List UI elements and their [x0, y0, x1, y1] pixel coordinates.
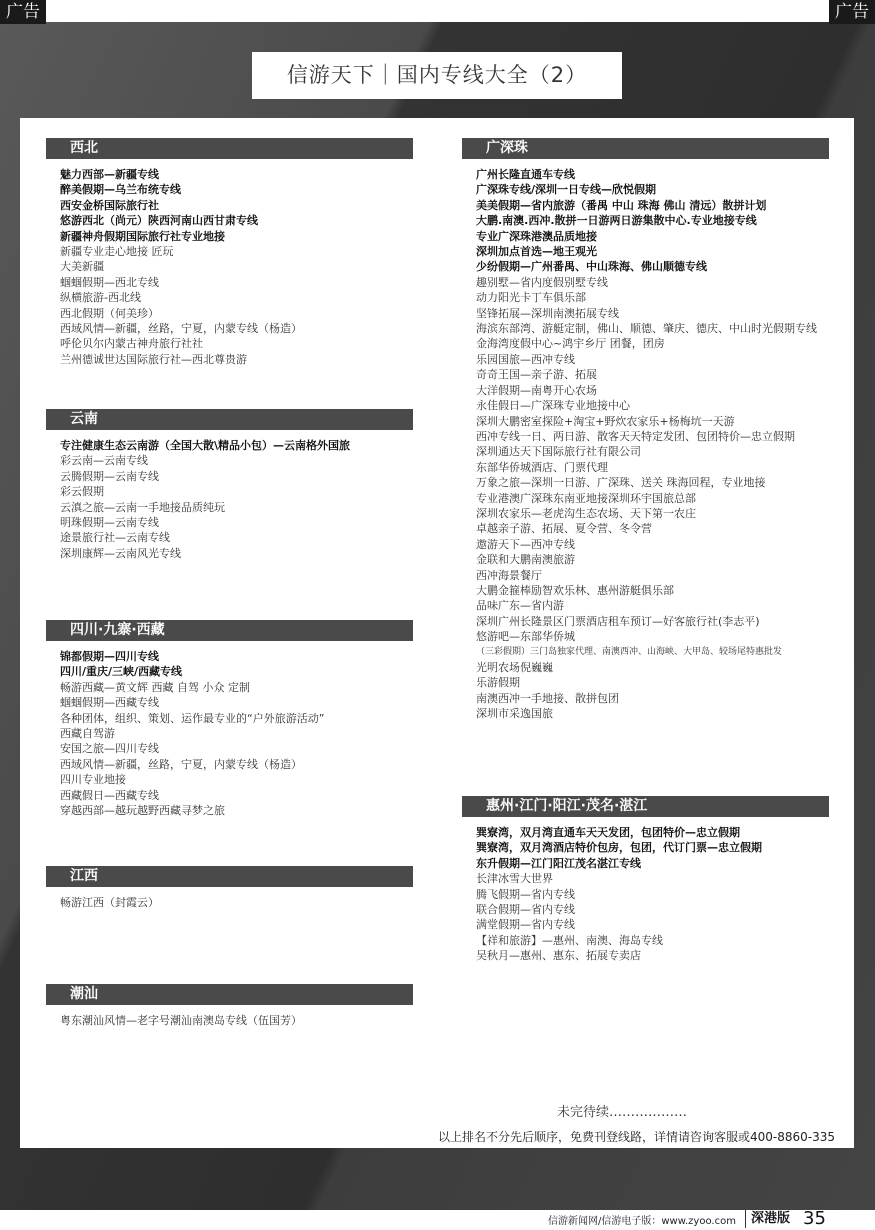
listing-item: 长津冰雪大世界 [476, 872, 553, 886]
listing-list [462, 825, 829, 964]
listing-item: 腾飞假期—省内专线 [476, 887, 575, 901]
listing-item: 彩云南—云南专线 [60, 454, 148, 468]
listing-item: 光明农场倪巍巍 [476, 661, 553, 674]
listing-item: 深圳农家乐—老虎沟生态农场、天下第一农庄 [476, 506, 696, 520]
listing-item: 广深珠专线/深圳一日专线—欣悦假期 [476, 183, 657, 197]
listing-item: 满堂假期—省内专线 [476, 918, 575, 932]
section-heading: 四川·九寨·西藏 [46, 620, 413, 641]
listing-item: 奇奇王国—亲子游、拓展 [476, 368, 597, 382]
listing-item: 坚锋拓展—深圳南澳拓展专线 [476, 306, 619, 320]
footer-site: 信游新闻网/信游电子版：www.zyoo.com [548, 1216, 736, 1227]
listing-item: 明珠假期—云南专线 [60, 516, 159, 530]
listing-list [46, 895, 413, 910]
listing-item: 遨游天下—西冲专线 [476, 537, 575, 551]
listing-item: 东升假期—江门阳江茂名湛江专线 [476, 856, 641, 870]
section-heading: 惠州·江门·阳江·茂名·湛江 [462, 796, 829, 817]
listing-item: 大鹏金箍棒励智欢乐林、惠州游艇俱乐部 [476, 583, 674, 597]
listing-item: 四川/重庆/三峡/西藏专线 [60, 665, 183, 679]
listing-item: 深圳加点首选—地王观光 [476, 245, 597, 259]
listing-item: 西安金桥国际旅行社 [60, 198, 159, 212]
listing-item: 广州长隆直通车专线 [476, 168, 575, 181]
listing-item: 纵横旅游-西北线 [60, 291, 141, 305]
listing-item: 西藏假日—西藏专线 [60, 788, 159, 802]
section [462, 796, 829, 964]
listing-item: 云滇之旅—云南一手地接品质纯玩 [60, 500, 225, 514]
listing-item: 专业港澳广深珠东南亚地接深圳环宇国旅总部 [476, 491, 696, 505]
listing-item: 西冲海景餐厅 [476, 568, 542, 582]
content-panel [20, 118, 854, 1148]
listing-item: 卓越亲子游、拓展、夏令营、冬令营 [476, 522, 652, 536]
listing-item: 大洋假期—南粤开心农场 [476, 383, 597, 397]
section [46, 984, 413, 1028]
listing-item: 专注健康生态云南游（全国大散\精品小包）—云南格外国旅 [60, 439, 351, 452]
listing-item: 万象之旅—深圳一日游、广深珠、送关 珠海回程，专业地接 [476, 476, 766, 490]
listing-item: 悠游吧—东部华侨城 [476, 630, 575, 644]
listing-item: 蝈蝈假期—西北专线 [60, 275, 159, 289]
listing-item: 永佳假日—广深珠专业地接中心 [476, 399, 630, 413]
section-heading: 潮汕 [46, 984, 413, 1005]
listing-list [46, 167, 413, 367]
section-heading: 江西 [46, 866, 413, 887]
section [462, 138, 829, 722]
listing-note: 以上排名不分先后顺序，免费刊登线路，详情请咨询客服或400-8860-335 [438, 1130, 836, 1144]
listing-item: 金海湾度假中心~鸿宇乡厅 团餐，团房 [476, 337, 665, 351]
listing-item: 大美新疆 [60, 260, 104, 274]
listing-item: 悠游西北（尚元）陕西河南山西甘肃专线 [60, 214, 258, 228]
listing-item: 西冲专线一日、两日游、散客天天特定发团、包团特价—忠立假期 [476, 429, 795, 443]
listing-item: 彩云假期 [60, 485, 104, 499]
ad-label-left: 广告 [0, 0, 46, 24]
listing-item: 深圳市采逸国旅 [476, 707, 553, 721]
listing-list [46, 649, 413, 818]
listing-item: 少纷假期—广州番禺、中山珠海、佛山顺德专线 [476, 260, 707, 274]
listing-item: 东部华侨城酒店、门票代理 [476, 460, 608, 474]
listing-item: 安国之旅—四川专线 [60, 742, 159, 756]
listing-item: 穿越西部—越玩越野西藏寻梦之旅 [60, 804, 225, 818]
listing-item: 深圳广州长隆景区门票酒店租车预订—好客旅行社(李志平) [476, 614, 760, 628]
listing-item: 畅游江西（封霞云） [60, 896, 159, 909]
section [46, 620, 413, 818]
listing-item: 金联和大鹏南澳旅游 [476, 553, 575, 567]
listing-item: 西藏自驾游 [60, 727, 115, 741]
listing-item: 南澳西冲一手地接、散拼包团 [476, 691, 619, 705]
listing-item: （三彩假期）三门岛独家代理、南澳西冲、山海峡、大甲岛、较场尾特惠批发 [476, 646, 783, 657]
section [46, 138, 413, 367]
listing-item: 途景旅行社—云南专线 [60, 531, 170, 545]
page-number: 35 [803, 1208, 826, 1229]
footer-edition: 深港版 [745, 1210, 790, 1228]
listing-item: 云腾假期—云南专线 [60, 469, 159, 483]
listing-item: 乐园国旅—西冲专线 [476, 352, 575, 366]
listing-item: 新疆专业走心地接 匠玩 [60, 245, 174, 259]
listing-item: 巽寮湾，双月湾直通车天天发团，包团特价—忠立假期 [476, 826, 740, 839]
listing-item: 动力阳光卡丁车俱乐部 [476, 291, 586, 305]
section-heading: 云南 [46, 409, 413, 430]
listing-item: 蝈蝈假期—西藏专线 [60, 696, 159, 710]
listing-item: 深圳康辉—云南风光专线 [60, 546, 181, 560]
listing-item: 各种团体，组织、策划、运作最专业的“户外旅游活动” [60, 711, 325, 725]
listing-item: 海滨东部湾、游艇定制，佛山、顺德、肇庆、德庆、中山时光假期专线 [476, 322, 817, 336]
listing-item: 乐游假期 [476, 676, 520, 690]
listing-item: 吴秋月—惠州、惠东、拓展专卖店 [476, 949, 641, 963]
to-be-continued: 未完待续……………… [557, 1105, 688, 1120]
listing-item: 新疆神舟假期国际旅行社专业地接 [60, 229, 225, 243]
section-heading: 广深珠 [462, 138, 829, 159]
listing-item: 醉美假期—乌兰布统专线 [60, 183, 181, 197]
listing-item: 趣别墅—省内度假别墅专线 [476, 275, 608, 289]
listing-list [462, 167, 829, 722]
listing-item: 西域风情—新疆，丝路，宁夏，内蒙专线（杨造） [60, 322, 302, 336]
listing-item: 美美假期—省内旅游（番禺 中山 珠海 佛山 清远）散拼计划 [476, 198, 767, 212]
listing-item: 呼伦贝尔内蒙古神舟旅行社社 [60, 337, 203, 351]
listing-item: 锦都假期—四川专线 [60, 650, 159, 663]
listing-item: 西北假期（何美珍） [60, 306, 159, 320]
listing-item: 大鹏.南澳.西冲.散拼一日游两日游集散中心.专业地接专线 [476, 214, 757, 228]
listing-item: 联合假期—省内专线 [476, 903, 575, 917]
listing-item: 畅游西藏—黄文辉 西藏 自驾 小众 定制 [60, 680, 250, 694]
top-white-strip [0, 0, 875, 22]
section-heading: 西北 [46, 138, 413, 159]
listing-item: 粤东潮汕风情—老字号潮汕南澳岛专线（伍国芳） [60, 1014, 302, 1027]
listing-item: 专业广深珠港澳品质地接 [476, 229, 597, 243]
listing-item: 四川专业地接 [60, 773, 126, 787]
listing-item: 西域风情—新疆，丝路，宁夏，内蒙专线（杨造） [60, 757, 302, 771]
listing-list [46, 1013, 413, 1028]
listing-item: 【祥和旅游】—惠州、南澳、海岛专线 [476, 933, 663, 947]
listing-item: 深圳大鹏密室探险+淘宝+野炊农家乐+杨梅坑一天游 [476, 414, 735, 428]
page-title: 信游天下｜国内专线大全（2） [252, 52, 622, 99]
listing-item: 魅力西部—新疆专线 [60, 168, 159, 181]
listing-item: 深圳通达天下国际旅行社有限公司 [476, 445, 641, 459]
section [46, 866, 413, 910]
section [46, 409, 413, 561]
listing-item: 品味广东—省内游 [476, 599, 564, 613]
footer-bar [0, 1210, 875, 1230]
listing-item: 兰州德诚世达国际旅行社—西北尊贵游 [60, 352, 247, 366]
listing-item: 巽寮湾，双月湾酒店特价包房，包团，代订门票—忠立假期 [476, 841, 762, 855]
listing-list [46, 438, 413, 561]
ad-label-right: 广告 [829, 0, 875, 24]
